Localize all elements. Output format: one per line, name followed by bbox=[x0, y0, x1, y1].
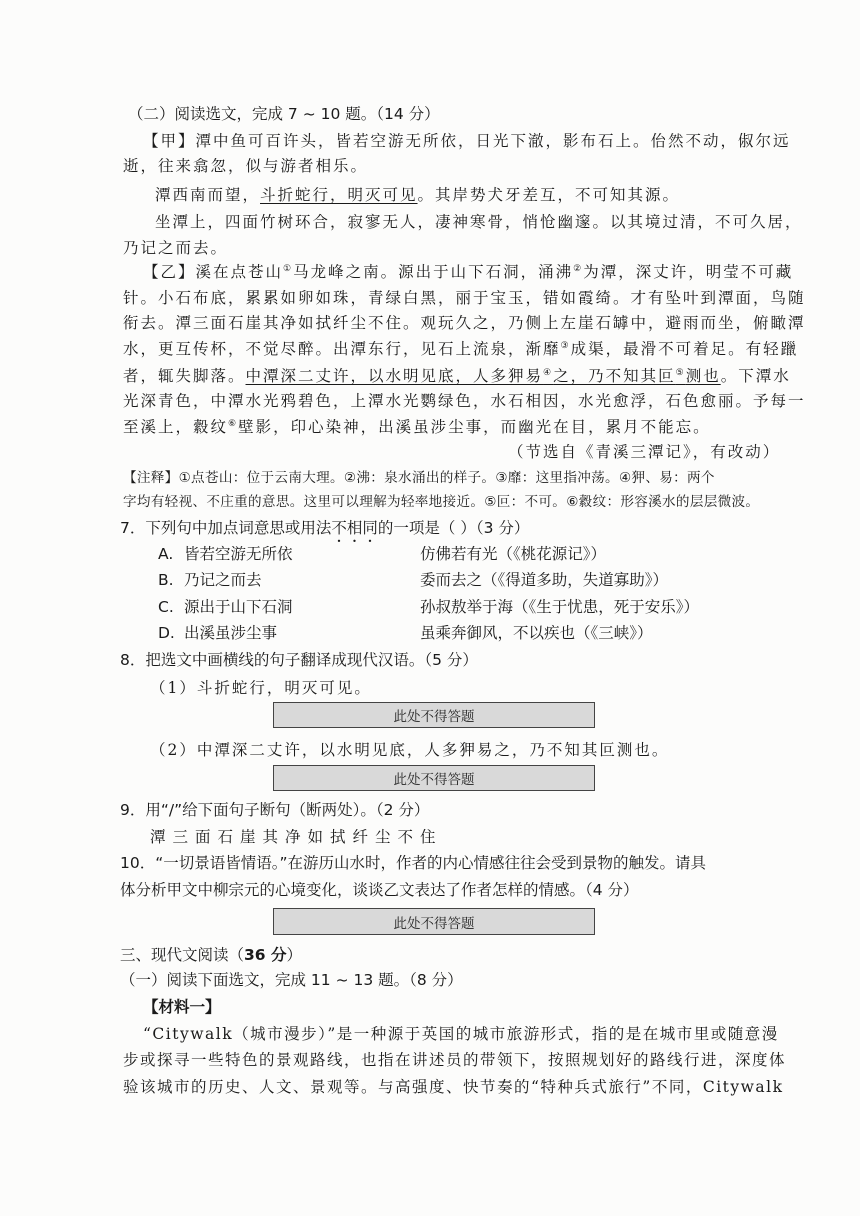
option-c-left: 源出于山下石洞 bbox=[184, 598, 293, 616]
text-fragment: 至溪上，縠纹 bbox=[123, 418, 229, 436]
score-text: 36 分 bbox=[244, 946, 287, 964]
option-a-right: 仿佛若有光（《桃花源记》） bbox=[420, 545, 607, 563]
question-10-stem: 体分析甲文中柳宗元的心境变化，谈谈乙文表达了作者怎样的情感。（4 分） bbox=[120, 881, 639, 899]
option-a-left: 皆若空游无所依 bbox=[184, 545, 293, 563]
box-label: 此处不得答题 bbox=[393, 772, 475, 788]
question-9-stem: 9．用“/”给下面句子断句（断两处）。（2 分） bbox=[120, 801, 430, 819]
passage-yi-line bbox=[123, 339, 798, 359]
option-letter: B. bbox=[158, 571, 174, 589]
section-heading: （二）阅读选文，完成 7 ~ 10 题。（14 分） bbox=[128, 105, 440, 123]
option-d-right: 虽乘奔御风，不以疾也（《三峡》） bbox=[420, 624, 653, 642]
passage-yi-line bbox=[123, 417, 711, 437]
text-fragment: 。其岸势犬牙差互，不可知其源。 bbox=[417, 186, 681, 204]
footnote-marker: ④ bbox=[543, 367, 554, 378]
passage-yi-line bbox=[143, 262, 793, 282]
footnote-marker: ⑤ bbox=[675, 367, 686, 378]
text-fragment: 为潭，深丈许，明莹不可藏 bbox=[583, 263, 794, 281]
footnote-marker: ② bbox=[573, 263, 584, 274]
text-fragment: 中潭深二丈许，以水明见底，人多狎易 bbox=[245, 367, 544, 385]
material-line: “Citywalk（城市漫步）”是一种源于英国的城市旅游形式，指的是在城市里或随意漫 bbox=[143, 1025, 779, 1043]
question-8-sub1: （1）斗折蛇行，明灭可见。 bbox=[150, 679, 372, 697]
question-9-sentence: 潭三面石崖其净如拭纤尘不住 bbox=[150, 828, 443, 846]
question-8-sub2: （2）中潭深二丈许，以水明见底，人多狎易之，乃不知其叵测也。 bbox=[150, 741, 670, 759]
text-fragment: ） bbox=[286, 946, 302, 964]
section-3-heading bbox=[120, 945, 302, 965]
text-fragment: 的一项是（ ）（3 分） bbox=[377, 519, 530, 537]
footnote-marker: ⑥ bbox=[228, 418, 239, 429]
passage-yi-line bbox=[123, 366, 791, 386]
underlined-sentence bbox=[246, 367, 721, 385]
passage-jia-line: 坐潭上，四面竹树环合，寂寥无人，凄神寒骨，悄怆幽邃。以其境过清，不可久居， bbox=[155, 213, 803, 231]
footnote-marker: ① bbox=[283, 263, 294, 274]
passage-jia-line bbox=[155, 185, 680, 205]
question-7-stem bbox=[120, 518, 529, 546]
text-fragment: 。下潭水 bbox=[720, 367, 791, 385]
passage-yi-line: 光深青色，中潭水光鸦碧色，上潭水光鹦绿色，水石相因，水光愈浮，石色愈丽。予每一 bbox=[123, 392, 806, 410]
box-label: 此处不得答题 bbox=[393, 915, 475, 932]
text-fragment: 者，辄失脚落。 bbox=[123, 367, 246, 385]
annotation-line: 【注释】①点苍山：位于云南大理。②沸：泉水涌出的样子。③靡：这里指冲荡。④狎、易：两个 bbox=[123, 470, 715, 486]
footnote-marker: ③ bbox=[560, 340, 571, 351]
text-fragment: 【乙】溪在点苍山 bbox=[143, 263, 284, 281]
option-letter: C. bbox=[158, 598, 174, 616]
text-fragment: 水，更互传杯，不觉尽醉。出潭东行，见石上流泉，渐靡 bbox=[123, 340, 561, 358]
question-8-stem: 8．把选文中画横线的句子翻译成现代汉语。（5 分） bbox=[120, 651, 478, 669]
option-b-left: 乃记之而去 bbox=[184, 571, 262, 589]
passage-source: （节选自《青溪三潭记》，有改动） bbox=[508, 443, 781, 461]
section-3-subheading: （一）阅读下面选文，完成 11 ~ 13 题。（8 分） bbox=[120, 971, 463, 989]
no-answer-box bbox=[273, 765, 595, 791]
text-fragment: 马龙峰之南。源出于山下石洞，涌沸 bbox=[293, 263, 574, 281]
text-fragment: 三、现代文阅读（ bbox=[120, 946, 245, 964]
passage-yi-line: 衔去。潭三面石崖其净如拭纤尘不住。观玩久之，乃侧上左崖石罅中，避雨而坐，俯瞰潭 bbox=[123, 314, 806, 332]
question-10-stem: 10．“一切景语皆情语。”在游历山水时，作者的内心情感往往会受到景物的触发。请具 bbox=[120, 854, 707, 872]
text-fragment: 7．下列句中加点词意思或用法 bbox=[120, 519, 332, 537]
option-letter: D. bbox=[158, 624, 175, 642]
no-answer-box bbox=[273, 908, 595, 935]
option-letter: A. bbox=[158, 545, 174, 563]
annotation-line: 字均有轻视、不庄重的意思。这里可以理解为轻率地接近。⑤叵：不可。⑥縠纹：形容溪水的层层微波。 bbox=[123, 494, 760, 510]
passage-jia-line: 【甲】潭中鱼可百许头，皆若空游无所依，日光下澈，影布石上。佁然不动，俶尔远 bbox=[143, 132, 791, 150]
text-fragment: 潭西南而望， bbox=[155, 186, 261, 204]
underlined-sentence: 斗折蛇行，明灭可见 bbox=[260, 186, 418, 204]
material-line: 步或探寻一些特色的景观路线，也指在讲述员的带领下，按照规划好的路线行进，深度体 bbox=[123, 1051, 787, 1069]
passage-yi-line: 针。小石布底，累累如卵如珠，青绿白黑，丽于宝玉，错如霞绮。才有坠叶到潭面，鸟随 bbox=[123, 289, 806, 307]
passage-jia-line: 逝，往来翕忽，似与游者相乐。 bbox=[123, 157, 369, 175]
box-label: 此处不得答题 bbox=[393, 709, 475, 725]
option-b-right: 委而去之（《得道多助，失道寡助》） bbox=[420, 571, 669, 589]
material-line: 验该城市的历史、人文、景观等。与高强度、快节奏的“特种兵式旅行”不同，Citywalk bbox=[123, 1078, 784, 1096]
emphasized-text: 不相同 bbox=[331, 519, 378, 537]
text-fragment: 成渠，最滑不可着足。有轻躐 bbox=[570, 340, 799, 358]
material-label: 【材料一】 bbox=[143, 998, 221, 1016]
option-c-right: 孙叔敖举于海（《生于忧患，死于安乐》） bbox=[420, 598, 700, 616]
text-fragment: 壁影，印心染神，出溪虽涉尘事，而幽光在目，累月不能忘。 bbox=[238, 418, 711, 436]
passage-jia-line: 乃记之而去。 bbox=[123, 239, 229, 257]
option-d-left: 出溪虽涉尘事 bbox=[184, 624, 278, 642]
no-answer-box bbox=[273, 702, 595, 728]
text-fragment: 之，乃不知其叵 bbox=[553, 367, 676, 385]
text-fragment: 测也 bbox=[685, 367, 721, 385]
